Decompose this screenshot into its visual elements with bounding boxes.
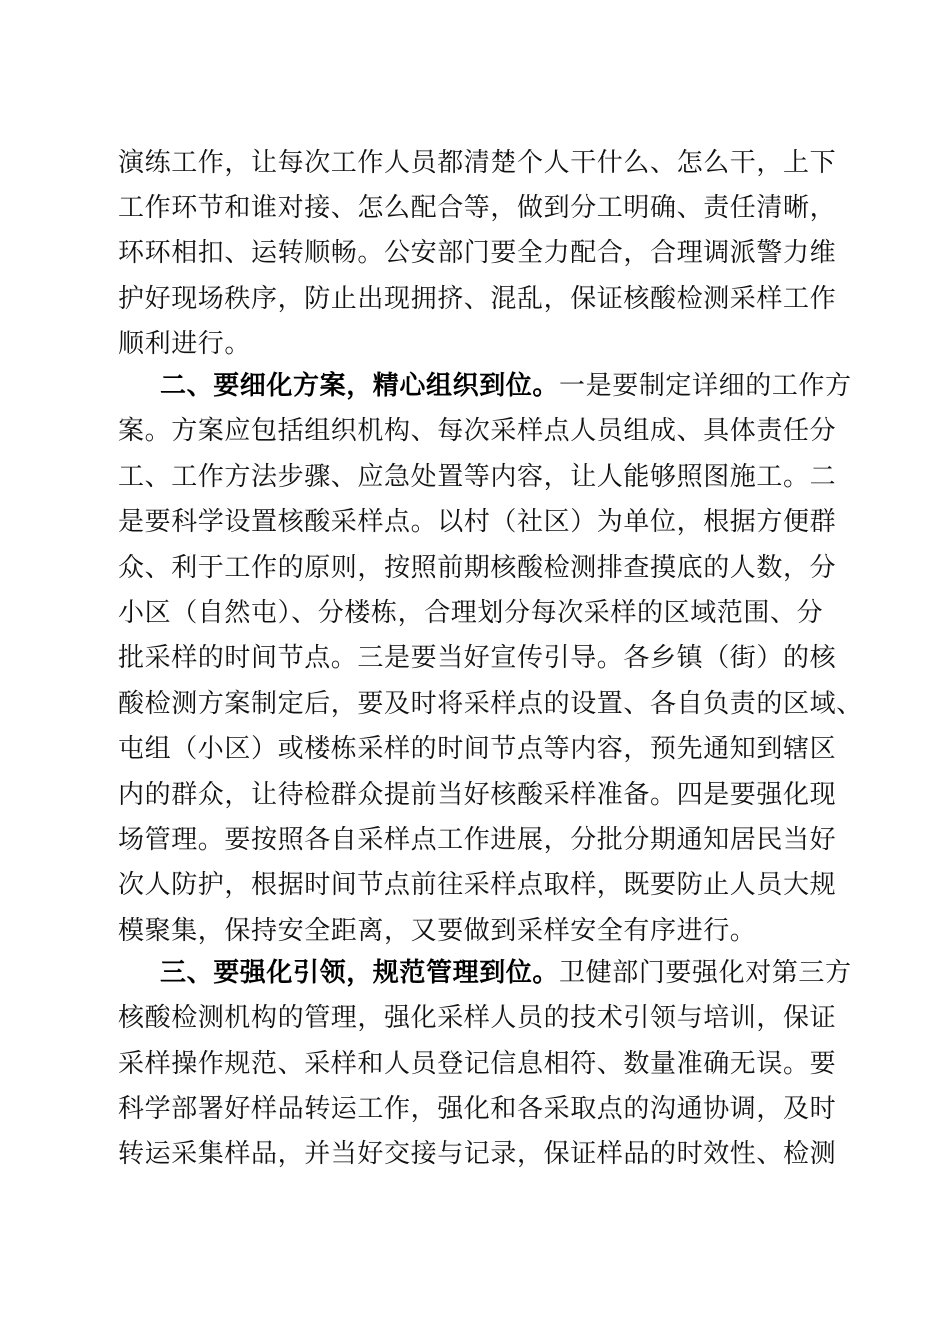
paragraph-line: 环环相扣、运转顺畅。公安部门要全力配合，合理调派警力维 — [118, 238, 837, 268]
paragraph-line: 模聚集，保持安全距离，又要做到采样安全有序进行。 — [118, 916, 757, 946]
paragraph-line: 转运采集样品，并当好交接与记录，保证样品的时效性、检测 — [118, 1139, 837, 1169]
paragraph-line: 次人防护，根据时间节点前往采样点取样，既要防止人员大规 — [118, 870, 837, 900]
section-heading: 二、要细化方案，精心组织到位。 — [160, 371, 560, 401]
paragraph-line: 顺利进行。 — [118, 329, 252, 359]
paragraph-line: 众、利于工作的原则，按照前期核酸检测排查摸底的人数，分 — [118, 553, 837, 583]
paragraph-line: 演练工作，让每次工作人员都清楚个人干什么、怎么干，上下 — [118, 148, 837, 178]
paragraph-line: 小区（自然屯）、分楼栋，合理划分每次采样的区域范围、分 — [118, 598, 824, 628]
paragraph-first-line — [160, 371, 880, 401]
paragraph-line: 内的群众，让待检群众提前当好核酸采样准备。四是要强化现 — [118, 780, 837, 810]
paragraph-line: 酸检测方案制定后，要及时将采样点的设置、各自负责的区域、 — [118, 689, 863, 719]
paragraph-text: 一是要制定详细的工作方 — [559, 371, 852, 401]
paragraph-line: 护好现场秩序，防止出现拥挤、混乱，保证核酸检测采样工作 — [118, 284, 837, 314]
paragraph-line: 屯组（小区）或楼栋采样的时间节点等内容，预先通知到辖区 — [118, 734, 837, 764]
paragraph-line: 核酸检测机构的管理，强化采样人员的技术引领与培训，保证 — [118, 1003, 837, 1033]
paragraph-text: 卫健部门要强化对第三方 — [559, 958, 852, 988]
section-heading: 三、要强化引领，规范管理到位。 — [160, 958, 560, 988]
paragraph-line: 采样操作规范、采样和人员登记信息相符、数量准确无误。要 — [118, 1049, 837, 1079]
paragraph-line: 案。方案应包括组织机构、每次采样点人员组成、具体责任分 — [118, 416, 837, 446]
paragraph-first-line — [160, 958, 880, 988]
paragraph-line: 批采样的时间节点。三是要当好宣传引导。各乡镇（街）的核 — [118, 643, 837, 673]
paragraph-line: 科学部署好样品转运工作，强化和各采取点的沟通协调，及时 — [118, 1094, 837, 1124]
paragraph-line: 工作环节和谁对接、怎么配合等，做到分工明确、责任清晰， — [118, 193, 837, 223]
paragraph-line: 场管理。要按照各自采样点工作进展，分批分期通知居民当好 — [118, 825, 837, 855]
paragraph-line: 是要科学设置核酸采样点。以村（社区）为单位，根据方便群 — [118, 507, 837, 537]
paragraph-line: 工、工作方法步骤、应急处置等内容，让人能够照图施工。二 — [118, 462, 837, 492]
